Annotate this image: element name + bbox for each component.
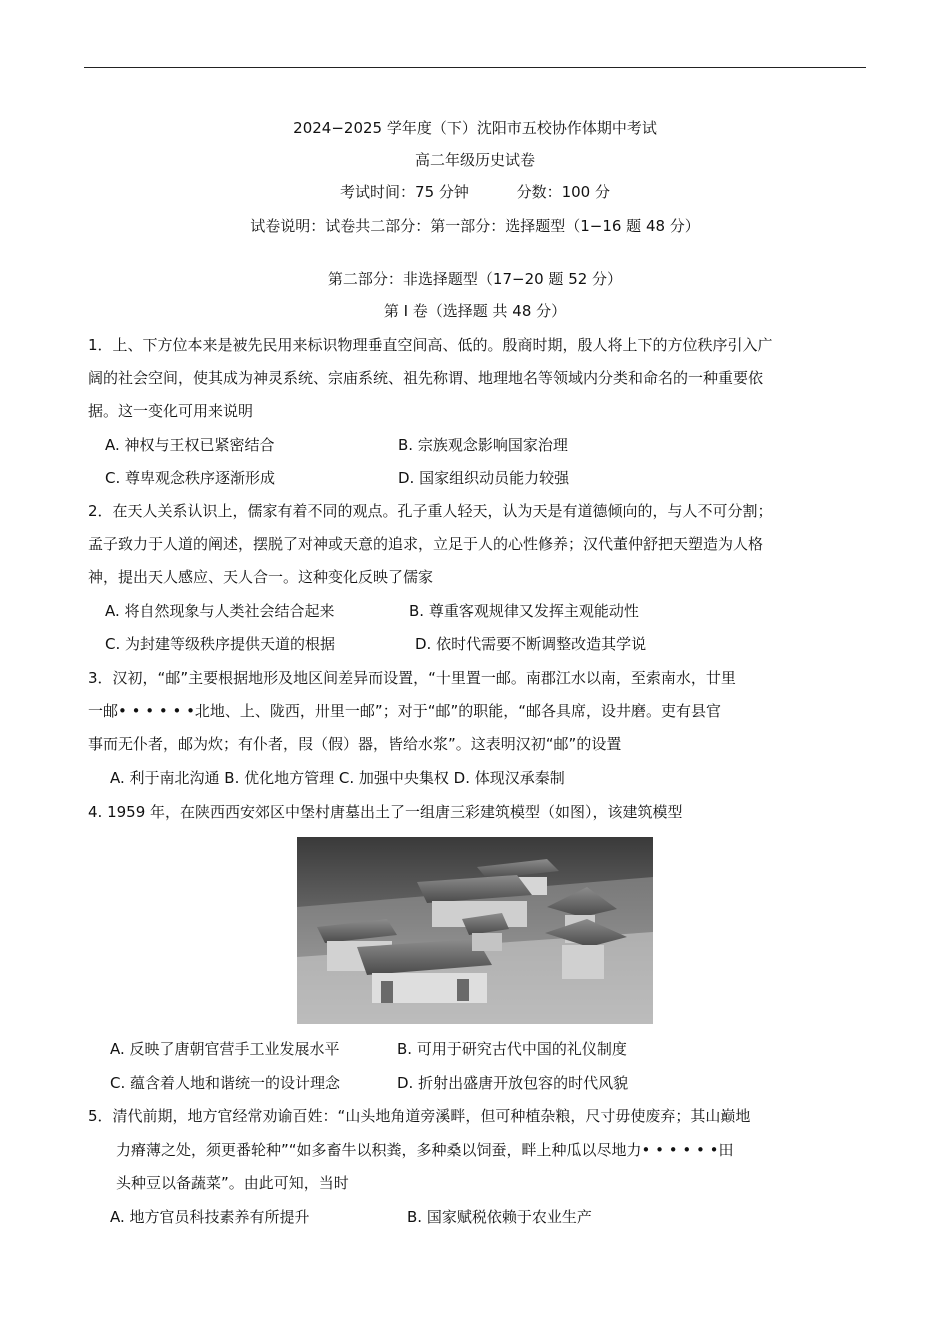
q5-line-3: 头种豆以备蔬菜”。由此可知，当时	[116, 1174, 349, 1192]
q2-line-3: 神，提出天人感应、天人合一。这种变化反映了儒家	[88, 568, 434, 586]
q2-line-2: 孟子致力于人道的阐述，摆脱了对神或天意的追求，立足于人的心性修养；汉代董仲舒把天塑造为人格	[88, 535, 764, 553]
q3-line-1: 3．汉初，“邮”主要根据地形及地区间差异而设置，“十里置一邮。南郡江水以南，至索南水，廿里	[88, 669, 736, 687]
q2-option-c: C. 为封建等级秩序提供天道的根据	[105, 635, 336, 653]
q4-line-1: 4. 1959 年，在陕西西安郊区中堡村唐墓出土了一组唐三彩建筑模型（如图），该建筑模型	[88, 803, 683, 821]
q3-line-3: 事而无仆者，邮为炊；有仆者，叚（假）器，皆给水浆”。这表明汉初“邮”的设置	[88, 735, 622, 753]
q2-option-b: B. 尊重客观规律又发挥主观能动性	[409, 602, 639, 620]
q5-line-2: 力瘠薄之处，须更番轮种”“如多畜牛以积粪，多种桑以饲蚕，畔上种瓜以尽地力• • • • • •田	[116, 1141, 734, 1159]
section-heading: 第 I 卷（选择题 共 48 分）	[383, 302, 567, 320]
exam-info: 考试时间：75 分钟 分数：100 分	[340, 183, 610, 201]
q1-option-a: A. 神权与王权已紧密结合	[105, 436, 275, 454]
q1-line-1: 1．上、下方位本来是被先民用来标识物理垂直空间高、低的。殷商时期，殷人将上下的方位秩序引入广	[88, 336, 773, 354]
q1-line-2: 阔的社会空间，使其成为神灵系统、宗庙系统、祖先称谓、地理地名等领域内分类和命名的一种重要依	[88, 369, 764, 387]
q4-option-c: C. 蕴含着人地和谐统一的设计理念	[110, 1074, 341, 1092]
tang-sancai-architecture-model-photo	[297, 837, 653, 1024]
exam-subtitle: 高二年级历史试卷	[414, 151, 535, 169]
q2-option-d: D. 依时代需要不断调整改造其学说	[415, 635, 647, 653]
exam-note: 试卷说明：试卷共二部分：第一部分：选择题型（1−16 题 48 分）	[250, 217, 700, 235]
q1-option-b: B. 宗族观念影响国家治理	[398, 436, 568, 454]
exam-title: 2024−2025 学年度（下）沈阳市五校协作体期中考试	[293, 119, 657, 137]
q5-option-a: A. 地方官员科技素养有所提升	[110, 1208, 310, 1226]
q1-option-d: D. 国家组织动员能力较强	[398, 469, 570, 487]
q2-line-1: 2．在天人关系认识上，儒家有着不同的观点。孔子重人轻天，认为天是有道德倾向的，与人不可分割；	[88, 502, 773, 520]
top-rule	[84, 67, 866, 68]
q4-option-d: D. 折射出盛唐开放包容的时代风貌	[397, 1074, 629, 1092]
q1-option-c: C. 尊卑观念秩序逐渐形成	[105, 469, 276, 487]
q3-line-2: 一邮• • • • • •北地、上、陇西，卅里一邮”；对于“邮”的职能，“邮各具席，设井磨。吏有县官	[88, 702, 722, 720]
q1-line-3: 据。这一变化可用来说明	[88, 402, 254, 420]
q4-option-a: A. 反映了唐朝官营手工业发展水平	[110, 1040, 340, 1058]
exam-part2: 第二部分：非选择题型（17−20 题 52 分）	[327, 270, 623, 288]
q5-option-b: B. 国家赋税依赖于农业生产	[407, 1208, 592, 1226]
q5-line-1: 5．清代前期，地方官经常劝谕百姓：“山头地角道旁溪畔，但可种植杂粮，尺寸毋使废弃；其山巅地	[88, 1107, 751, 1125]
q4-option-b: B. 可用于研究古代中国的礼仪制度	[397, 1040, 627, 1058]
q2-option-a: A. 将自然现象与人类社会结合起来	[105, 602, 335, 620]
q3-options: A. 利于南北沟通 B. 优化地方管理 C. 加强中央集权 D. 体现汉承秦制	[110, 769, 565, 787]
